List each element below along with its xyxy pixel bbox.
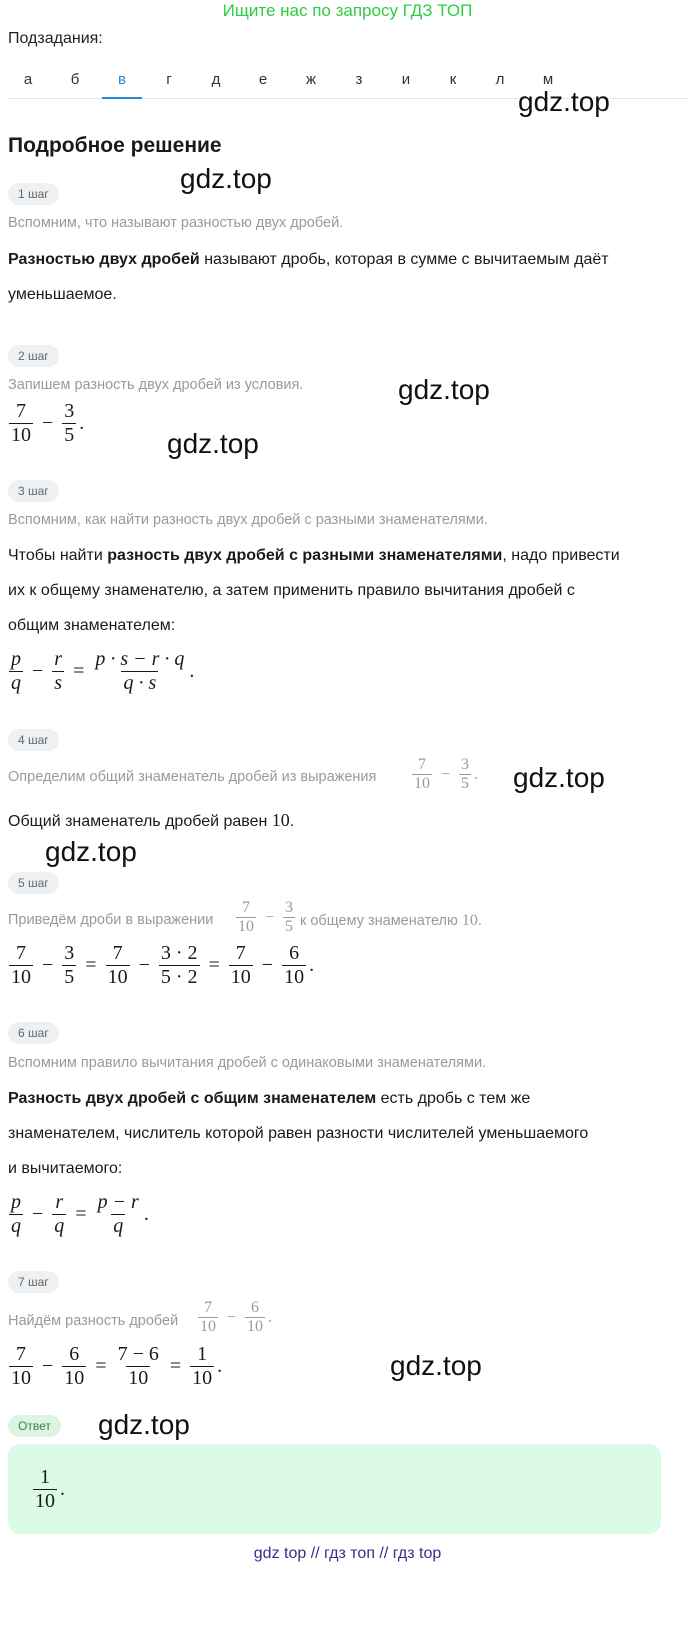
step-6-formula: $\frac{p}{q}$ − $\frac{r}{q}$ = $\frac{p - r}{q}$ .: [11, 1191, 149, 1237]
tab-d[interactable]: д: [211, 71, 221, 88]
section-title: Подробное решение: [8, 134, 222, 157]
step-1-bold: Разностью двух дробей: [8, 251, 200, 268]
step-2-badge: 2 шаг: [8, 345, 59, 367]
step-1-hint: Вспомним, что называют разностью двух дробей.: [8, 215, 344, 231]
watermark: gdz.top: [180, 163, 272, 194]
step-4-badge: 4 шаг: [8, 729, 59, 751]
step-5-formula: $\frac{7}{10}$ − $\frac{3}{5}$ = $\frac{7}{10}$ − $\frac{3 \cdot 2}{5 \cdot 2}$ = $\frac{7}{10}$ − $\frac{6}{10}$ .: [11, 942, 315, 988]
step-1-line1: называют дробь, которая в сумме с вычитаемым даёт: [199, 251, 609, 268]
step-1-line2: уменьшаемое.: [8, 286, 117, 303]
tab-m[interactable]: м: [542, 71, 554, 88]
step-3-formula: $\frac{p}{q}$ − $\frac{r}{s}$ = $\frac{p \cdot s - r \cdot q}{q \cdot s}$ .: [11, 648, 195, 694]
step-3-text: Чтобы найти разность двух дробей с разными знаменателями, надо привести их к общему знаменателю, а затем применить правило вычитания дробей с общим знаменателем:: [8, 547, 620, 634]
step-1-text: [8, 242, 678, 312]
tab-z[interactable]: з: [355, 71, 363, 88]
answer-formula: $\frac{1}{10}$ .: [35, 1466, 65, 1512]
watermark: gdz.top: [518, 86, 610, 117]
tab-v[interactable]: в: [102, 70, 142, 99]
step-1-badge: 1 шаг: [8, 183, 59, 205]
tab-g[interactable]: г: [166, 71, 172, 88]
tab-i[interactable]: и: [401, 71, 411, 88]
step-6-text: Разность двух дробей с общим знаменателем есть дробь с тем же знаменателем, числитель которой равен разности числителей уменьшаемого и вычитаемого:: [8, 1090, 589, 1177]
step-2-hint: Запишем разность двух дробей из условия.: [8, 377, 304, 393]
watermark: gdz.top: [98, 1409, 190, 1440]
step-6-badge: 6 шаг: [8, 1022, 59, 1044]
tab-b[interactable]: б: [70, 71, 80, 88]
tab-e[interactable]: е: [258, 71, 268, 88]
step-2-formula: $\frac{7}{10}$ − $\frac{3}{5}$ .: [11, 400, 85, 446]
step-6-hint: Вспомним правило вычитания дробей с одинаковыми знаменателями.: [8, 1055, 487, 1071]
fraction: $\frac{3}{5}$: [64, 400, 75, 446]
watermark: gdz.top: [398, 374, 490, 405]
step-4-text: Общий знаменатель дробей равен 10.: [8, 810, 295, 830]
step-7-hint-formula: $\frac{7}{10}$ − $\frac{6}{10}$ .: [200, 1299, 273, 1336]
subtasks-label: Подзадания:: [8, 30, 103, 47]
step-5-badge: 5 шаг: [8, 872, 59, 894]
top-banner: Ищите нас по запросу ГДЗ ТОП: [222, 1, 473, 20]
answer-badge: Ответ: [8, 1415, 61, 1437]
fraction: $\frac{7}{10}$: [11, 400, 31, 446]
step-7-formula: $\frac{7}{10}$ − $\frac{6}{10}$ = $\frac{7 - 6}{10}$ = $\frac{1}{10}$ .: [11, 1343, 223, 1389]
step-4-hint-formula: $\frac{7}{10}$ − $\frac{3}{5}$ .: [414, 756, 479, 793]
tab-k[interactable]: к: [449, 71, 457, 88]
watermark: gdz.top: [167, 428, 259, 459]
answer-box: [8, 1444, 661, 1534]
watermark: gdz.top: [45, 836, 137, 867]
watermark: gdz.top: [513, 762, 605, 793]
step-3-hint: Вспомним, как найти разность двух дробей с разными знаменателями.: [8, 512, 488, 528]
tab-zh[interactable]: ж: [305, 71, 317, 88]
step-3-badge: 3 шаг: [8, 480, 59, 502]
watermark: gdz.top: [390, 1350, 482, 1381]
step-4-hint: Определим общий знаменатель дробей из выражения: [8, 769, 377, 785]
step-5-hint-end: к общему знаменателю 10.: [300, 912, 482, 929]
tab-a[interactable]: а: [23, 71, 33, 88]
step-7-hint: Найдём разность дробей: [8, 1313, 179, 1329]
step-5-hint-formula: $\frac{7}{10}$ − $\frac{3}{5}$: [238, 899, 294, 936]
step-5-hint: Приведём дроби в выражении: [8, 912, 214, 928]
footer-links[interactable]: gdz top // гдз топ // гдз top: [253, 1545, 442, 1562]
step-7-badge: 7 шаг: [8, 1271, 59, 1293]
tab-l[interactable]: л: [495, 71, 505, 88]
